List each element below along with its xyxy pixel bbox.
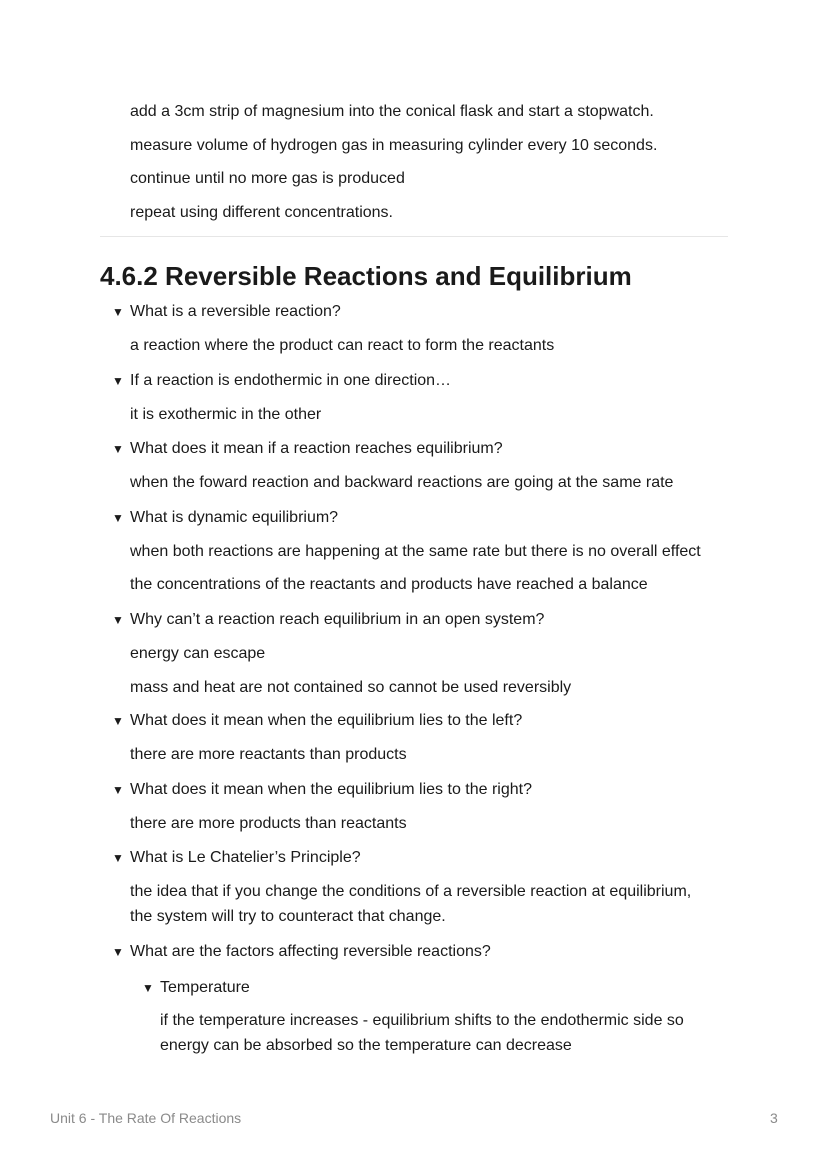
toggle-question[interactable]: Why can’t a reaction reach equilibrium in an open system? [130,611,545,628]
toggle-triangle-icon[interactable]: ▼ [112,511,124,525]
toggle-triangle-icon[interactable]: ▼ [112,374,124,388]
toggle-question[interactable]: What is a reversible reaction? [130,303,341,320]
toggle-answer: the idea that if you change the conditions of a reversible reaction at equilibrium, [130,883,692,900]
page-number: 3 [770,1110,778,1126]
toggle-answer: when both reactions are happening at the same rate but there is no overall effect [130,543,701,560]
footer-title: Unit 6 - The Rate Of Reactions [50,1110,242,1126]
toggle-answer: when the foward reaction and backward reactions are going at the same rate [130,474,674,491]
toggle-answer: it is exothermic in the other [130,406,322,423]
toggle-answer: a reaction where the product can react to form the reactants [130,337,555,354]
toggle-answer: the concentrations of the reactants and products have reached a balance [130,576,648,593]
toggle-question[interactable]: What does it mean if a reaction reaches equilibrium? [130,440,503,457]
toggle-question[interactable]: If a reaction is endothermic in one direction… [130,372,452,389]
toggle-triangle-icon[interactable]: ▼ [112,613,124,627]
toggle-question[interactable]: What is dynamic equilibrium? [130,509,339,526]
toggle-question[interactable]: What are the factors affecting reversible reactions? [130,943,491,960]
toggle-question[interactable]: What does it mean when the equilibrium lies to the right? [130,781,532,798]
toggle-triangle-icon[interactable]: ▼ [112,783,124,797]
toggle-answer: there are more products than reactants [130,815,407,832]
intro-line: measure volume of hydrogen gas in measuring cylinder every 10 seconds. [130,137,658,154]
toggle-triangle-icon[interactable]: ▼ [112,945,124,959]
nested-toggle-answer: energy can be absorbed so the temperature can decrease [160,1037,572,1054]
toggle-answer: there are more reactants than products [130,746,407,763]
divider [100,236,728,237]
nested-toggle-answer: if the temperature increases - equilibrium shifts to the endothermic side so [160,1012,684,1029]
intro-line: add a 3cm strip of magnesium into the conical flask and start a stopwatch. [130,103,654,120]
toggle-question[interactable]: What is Le Chatelier’s Principle? [130,849,361,866]
section-heading: 4.6.2 Reversible Reactions and Equilibrium [100,261,632,291]
intro-line: continue until no more gas is produced [130,170,405,187]
toggle-answer: energy can escape [130,645,266,662]
toggle-triangle-icon[interactable]: ▼ [112,851,124,865]
toggle-triangle-icon[interactable]: ▼ [112,305,124,319]
toggle-question[interactable]: What does it mean when the equilibrium lies to the left? [130,712,523,729]
toggle-triangle-icon[interactable]: ▼ [112,714,124,728]
intro-line: repeat using different concentrations. [130,204,393,221]
toggle-answer: mass and heat are not contained so cannot be used reversibly [130,679,572,696]
toggle-triangle-icon[interactable]: ▼ [112,442,124,456]
nested-toggle-question[interactable]: Temperature [160,979,250,996]
toggle-triangle-icon[interactable]: ▼ [142,981,154,995]
toggle-answer: the system will try to counteract that change. [130,908,446,925]
